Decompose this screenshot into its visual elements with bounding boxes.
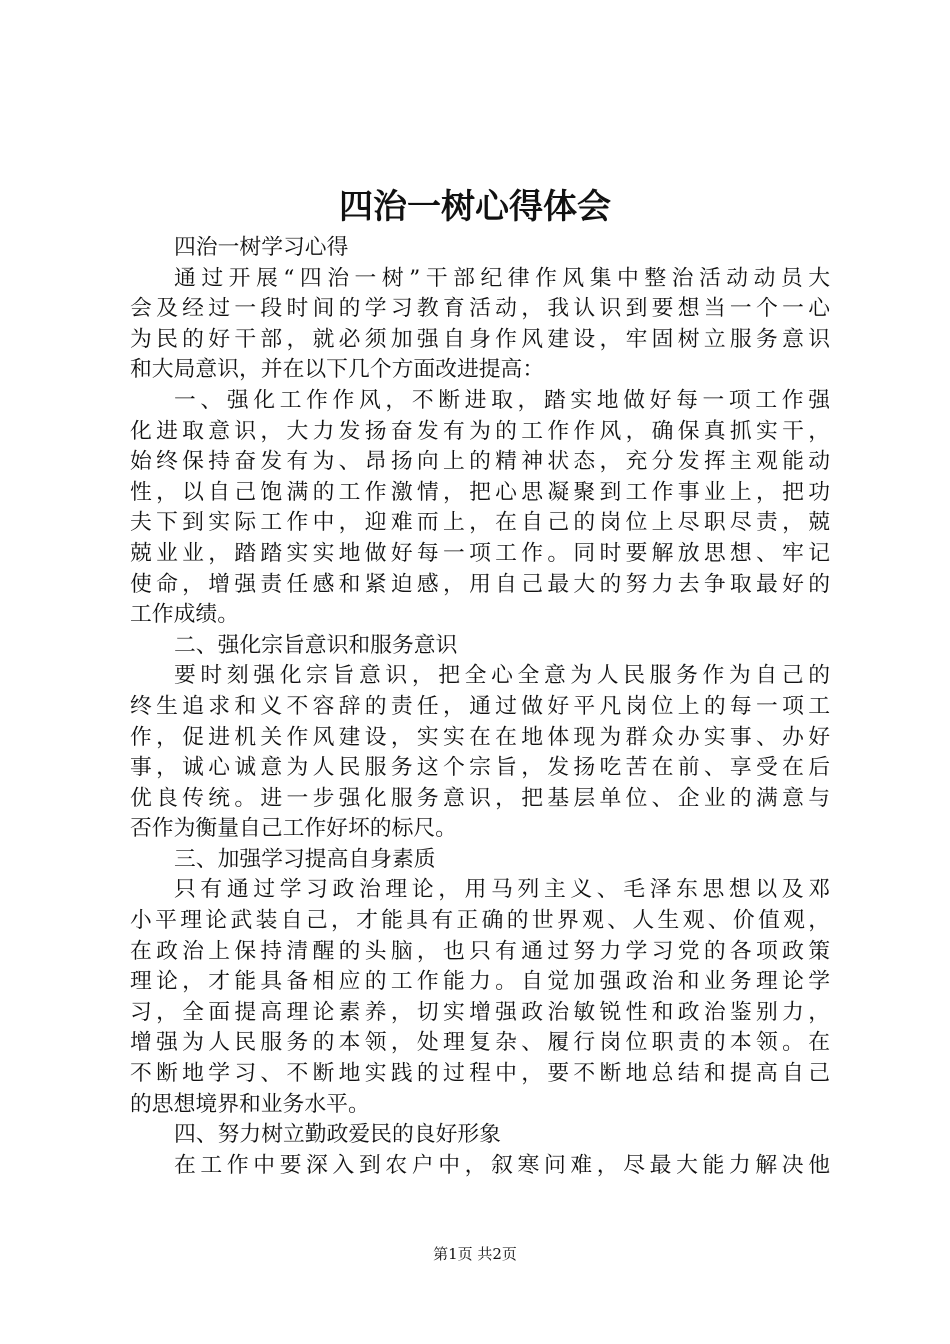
- text-line: 夫下到实际工作中，迎难而上，在自己的岗位上尽职尽责，兢: [130, 510, 830, 536]
- text-line: 性，以自己饱满的工作激情，把心思凝聚到工作事业上，把功: [130, 479, 830, 505]
- text-line: 只有通过学习政治理论，用马列主义、毛泽东思想以及邓: [174, 877, 830, 903]
- text-line: 和大局意识，并在以下几个方面改进提高：: [130, 357, 545, 383]
- text-line: 通过开展“四治一树”干部纪律作风集中整治活动动员大: [174, 265, 830, 291]
- text-line: 小平理论武装自己，才能具有正确的世界观、人生观、价值观，: [130, 908, 830, 934]
- text-line: 的思想境界和业务水平。: [130, 1091, 370, 1117]
- text-line: 始终保持奋发有为、昂扬向上的精神状态，充分发挥主观能动: [130, 449, 830, 475]
- text-line: 增强为人民服务的本领，处理复杂、履行岗位职责的本领。在: [130, 1030, 830, 1056]
- text-line: 理论，才能具备相应的工作能力。自觉加强政治和业务理论学: [130, 969, 830, 995]
- text-line: 习，全面提高理论素养，切实增强政治敏锐性和政治鉴别力，: [130, 999, 830, 1025]
- text-line: 四治一树学习心得: [174, 235, 349, 260]
- text-line: 使命，增强责任感和紧迫感，用自己最大的努力去争取最好的: [130, 571, 830, 597]
- text-line: 化进取意识，大力发扬奋发有为的工作作风，确保真抓实干，: [130, 418, 830, 444]
- text-line: 二、强化宗旨意识和服务意识: [174, 632, 458, 658]
- text-line: 作，促进机关作风建设，实实在在地体现为群众办实事、办好: [130, 724, 830, 750]
- text-line: 否作为衡量自己工作好坏的标尺。: [130, 816, 457, 842]
- text-line: 四、努力树立勤政爱民的良好形象: [174, 1122, 501, 1148]
- text-line: 为民的好干部，就必须加强自身作风建设，牢固树立服务意识: [130, 326, 830, 352]
- document-title: 四治一树心得体会: [339, 187, 611, 227]
- text-line: 不断地学习、不断地实践的过程中，要不断地总结和提高自己: [130, 1061, 830, 1087]
- text-line: 优良传统。进一步强化服务意识，把基层单位、企业的满意与: [130, 785, 830, 811]
- text-line: 在工作中要深入到农户中，叙寒问难，尽最大能力解决他: [174, 1152, 830, 1178]
- text-line: 事，诚心诚意为人民服务这个宗旨，发扬吃苦在前、享受在后: [130, 755, 830, 781]
- text-line: 兢业业，踏踏实实地做好每一项工作。同时要解放思想、牢记: [130, 540, 830, 566]
- text-line: 终生追求和义不容辞的责任，通过做好平凡岗位上的每一项工: [130, 693, 830, 719]
- text-line: 要时刻强化宗旨意识，把全心全意为人民服务作为自己的: [174, 663, 830, 689]
- text-line: 工作成绩。: [130, 602, 239, 628]
- text-line: 在政治上保持清醒的头脑，也只有通过努力学习党的各项政策: [130, 938, 830, 964]
- text-line: 会及经过一段时间的学习教育活动，我认识到要想当一个一心: [130, 296, 830, 322]
- document-body: [130, 233, 830, 1181]
- text-line: 三、加强学习提高自身素质: [174, 846, 436, 872]
- page-number: 第1页 共2页: [433, 1245, 517, 1263]
- text-line: 一、强化工作作风，不断进取，踏实地做好每一项工作强: [174, 387, 830, 413]
